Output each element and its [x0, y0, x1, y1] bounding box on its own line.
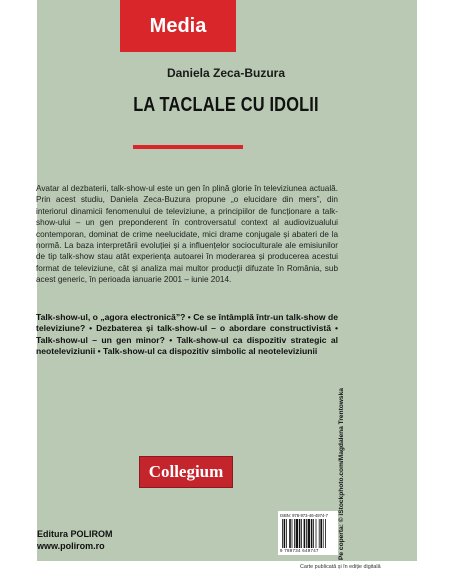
- author-name: Daniela Zeca-Buzura: [166, 66, 286, 80]
- isbn-text: ISBN: 978-973-46-4974-7: [280, 513, 328, 518]
- cover-photo-credit: Pe coperta: © iStockphoto.com/Magdalena Trentowska: [338, 388, 345, 560]
- barcode-label: [278, 511, 338, 555]
- title-divider: [133, 145, 243, 149]
- series-label: Media: [120, 0, 236, 52]
- book-title: LA TACLALE CU IDOLII: [133, 94, 319, 116]
- book-description: Avatar al dezbaterii, talk-show-ul este un gen în plină glorie în televiziunea actuală. Prin acest studiu, Daniela Zeca-Buzura propune „o elucidare din mers”, din interiorul dinamicii fenomenului de televiziune, a principiilor de funcționare a talk-show-ului – un gen preponderent în controversatul context al audiovizualului contemporan, dominat de crime neelucidate, mici drame conjugale și abateri de la normă. La baza interpretării evoluției și a influențelor socioculturale ale emisiunilor de tip talk-show stau atât experiența autoarei în moderarea și producerea acestui format de televiziune, cât și analiza mai multor producții difuzate în România, sub acest generic, în perioada ianuarie 2001 – iunie 2014.: [36, 184, 338, 285]
- barcode-icon: [282, 519, 334, 548]
- publisher-name: Editura POLIROM: [37, 529, 113, 539]
- digital-edition-note: Carte publicată și în ediție digitală: [300, 564, 381, 570]
- publisher-website: www.polirom.ro: [37, 541, 105, 551]
- collegium-logo: Collegium: [139, 456, 233, 488]
- publisher-block: [37, 528, 113, 552]
- barcode-digits: 9 789734 649747: [280, 548, 319, 553]
- chapter-topics: Talk-show-ul, o „agora electronică”? • Ce se întâmplă într-un talk-show de televiziune? • Dezbaterea și talk-show-ul – o abordare constructivistă • Talk-show-ul – un gen minor? • Talk-show-ul ca dispozitiv strategic al neoteleviziunii • Talk-show-ul ca dispozitiv simbolic al neoteleviziunii: [36, 312, 338, 357]
